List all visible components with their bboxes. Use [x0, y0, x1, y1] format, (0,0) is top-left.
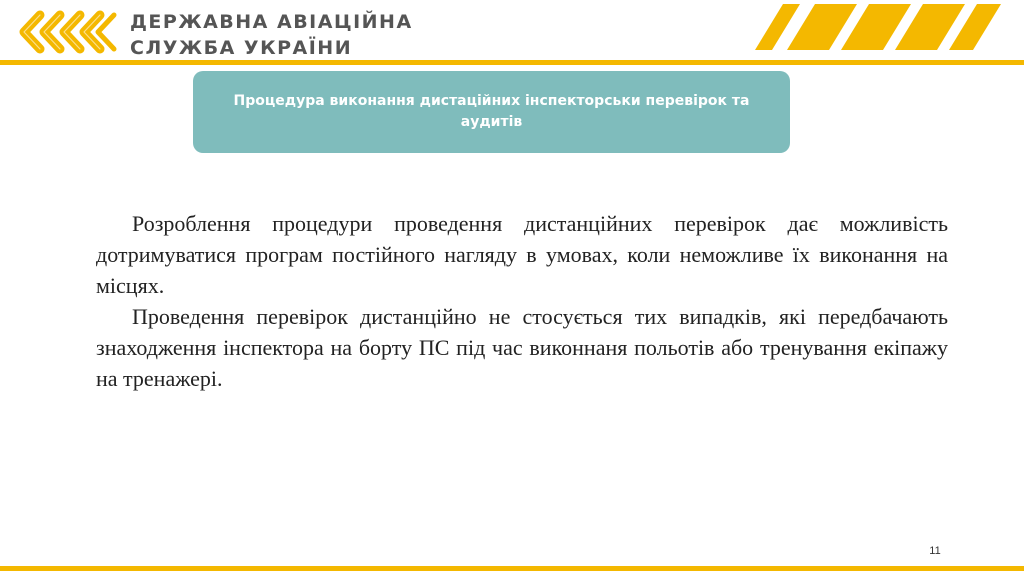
organization-name-line1: ДЕРЖАВНА АВІАЦІЙНА	[130, 11, 413, 33]
header-divider	[0, 60, 1024, 65]
body-paragraph: Розроблення процедури проведення дистанційних перевірок дає можливість дотримуватися програм постійного нагляду в умовах, коли неможливе їх виконання на місцях.	[96, 211, 948, 298]
body-text	[96, 208, 948, 394]
page-number: 11	[929, 545, 941, 557]
footer-divider	[0, 566, 1024, 571]
organization-name	[130, 9, 413, 61]
chevrons-logo-icon	[10, 10, 118, 54]
slide-title: Процедура виконання дистаційних інспекторськи перевірок та аудитів	[233, 93, 750, 130]
body-paragraph: Проведення перевірок дистанційно не стосується тих випадків, які передбачають знаходження інспектора на борту ПС під час виконнаня польотів або тренування екіпажу на тренажері.	[96, 304, 948, 391]
diagonal-stripes-icon	[755, 4, 1005, 54]
slide-title-box	[193, 71, 790, 153]
organization-name-line2: СЛУЖБА УКРАЇНИ	[130, 37, 353, 59]
